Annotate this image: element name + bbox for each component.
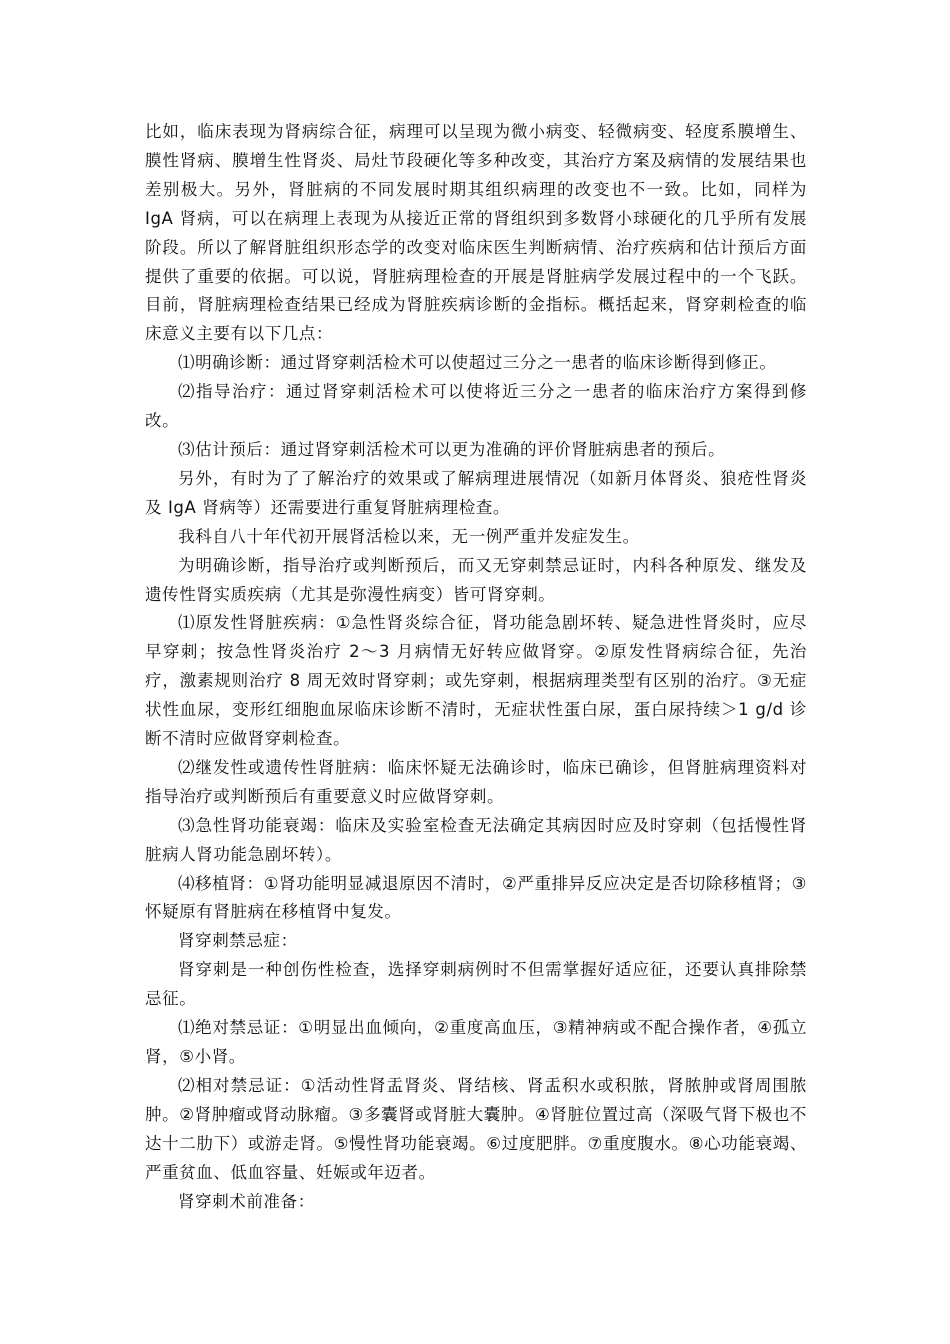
paragraph-primary-disease: ⑴原发性肾脏疾病：①急性肾炎综合征，肾功能急剧坏转、疑急进性肾炎时，应尽早穿刺；按急性肾炎治疗 2～3 月病情无好转应做肾穿。②原发性肾病综合征，先治疗，激素规则治疗 8 周无效时肾穿刺；或先穿刺，根据病理类型有区别的治疗。③无症状性血尿，变形红细胞血尿临床诊断不清时，无症状性蛋白尿，蛋白尿持续＞1 g/d 诊断不清时应做肾穿刺检查。 — [145, 613, 807, 749]
paragraph-relative-contraindications: ⑵相对禁忌证：①活动性肾盂肾炎、肾结核、肾盂积水或积脓，肾脓肿或肾周围脓肿。②肾肿瘤或肾动脉瘤。③多囊肾或肾脏大囊肿。④肾脏位置过高（深吸气肾下极也不达十二肋下）或游走肾。⑤慢性肾功能衰竭。⑥过度肥胖。⑦重度腹水。⑧心功能衰竭、严重贫血、低血容量、妊娠或年迈者。 — [145, 1075, 807, 1182]
paragraph-indications: 为明确诊断，指导治疗或判断预后，而又无穿刺禁忌证时，内科各种原发、继发及遗传性肾实质疾病（尤其是弥漫性病变）皆可肾穿刺。 — [145, 555, 807, 604]
heading-contraindications: 肾穿刺禁忌症： — [178, 931, 298, 951]
paragraph-transplant-kidney: ⑷移植肾：①肾功能明显减退原因不清时，②严重排异反应决定是否切除移植肾；③怀疑原有肾脏病在移植肾中复发。 — [145, 873, 807, 922]
paragraph-intro: 比如，临床表现为肾病综合征，病理可以呈现为微小病变、轻微病变、轻度系膜增生、膜性肾病、膜增生性肾炎、局灶节段硬化等多种改变，其治疗方案及病情的发展结果也差别极大。另外，肾脏病的不同发展时期其组织病理的改变也不一致。比如，同样为 IgA 肾病，可以在病理上表现为从接近正常的肾组织到多数肾小球硬化的几乎所有发展阶段。所以了解肾脏组织形态学的改变对临床医生判断病情、治疗疾病和估计预后方面提供了重要的依据。可以说，肾脏病理检查的开展是肾脏病学发展过程中的一个飞跃。目前，肾脏病理检查结果已经成为肾脏疾病诊断的金指标。概括起来，肾穿刺检查的临床意义主要有以下几点： — [145, 122, 807, 344]
paragraph-repeat-biopsy: 另外，有时为了了解治疗的效果或了解病理进展情况（如新月体肾炎、狼疮性肾炎及 IgA 肾病等）还需要进行重复肾脏病理检查。 — [145, 468, 807, 517]
paragraph-diagnosis: ⑴明确诊断：通过肾穿刺活检术可以使超过三分之一患者的临床诊断得到修正。 — [178, 353, 777, 373]
paragraph-secondary-disease: ⑵继发性或遗传性肾脏病：临床怀疑无法确诊时，临床已确诊，但肾脏病理资料对指导治疗或判断预后有重要意义时应做肾穿刺。 — [145, 757, 807, 806]
paragraph-prognosis: ⑶估计预后：通过肾穿刺活检术可以更为准确的评价肾脏病患者的预后。 — [178, 439, 726, 459]
paragraph-acute-renal-failure: ⑶急性肾功能衰竭：临床及实验室检查无法确定其病因时应及时穿刺（包括慢性肾脏病人肾功能急剧坏转）。 — [145, 815, 807, 864]
paragraph-treatment-guidance: ⑵指导治疗：通过肾穿刺活检术可以使将近三分之一患者的临床治疗方案得到修改。 — [145, 382, 807, 431]
heading-preparation: 肾穿刺术前准备： — [178, 1191, 315, 1211]
paragraph-absolute-contraindications: ⑴绝对禁忌证：①明显出血倾向，②重度高血压，③精神病或不配合操作者，④孤立肾，⑤小肾。 — [145, 1018, 807, 1066]
paragraph-contraindications-intro: 肾穿刺是一种创伤性检查，选择穿刺病例时不但需掌握好适应征，还要认真排除禁忌征。 — [145, 960, 807, 1009]
document-page — [145, 118, 807, 1216]
paragraph-department-record: 我科自八十年代初开展肾活检以来，无一例严重并发症发生。 — [178, 526, 640, 546]
